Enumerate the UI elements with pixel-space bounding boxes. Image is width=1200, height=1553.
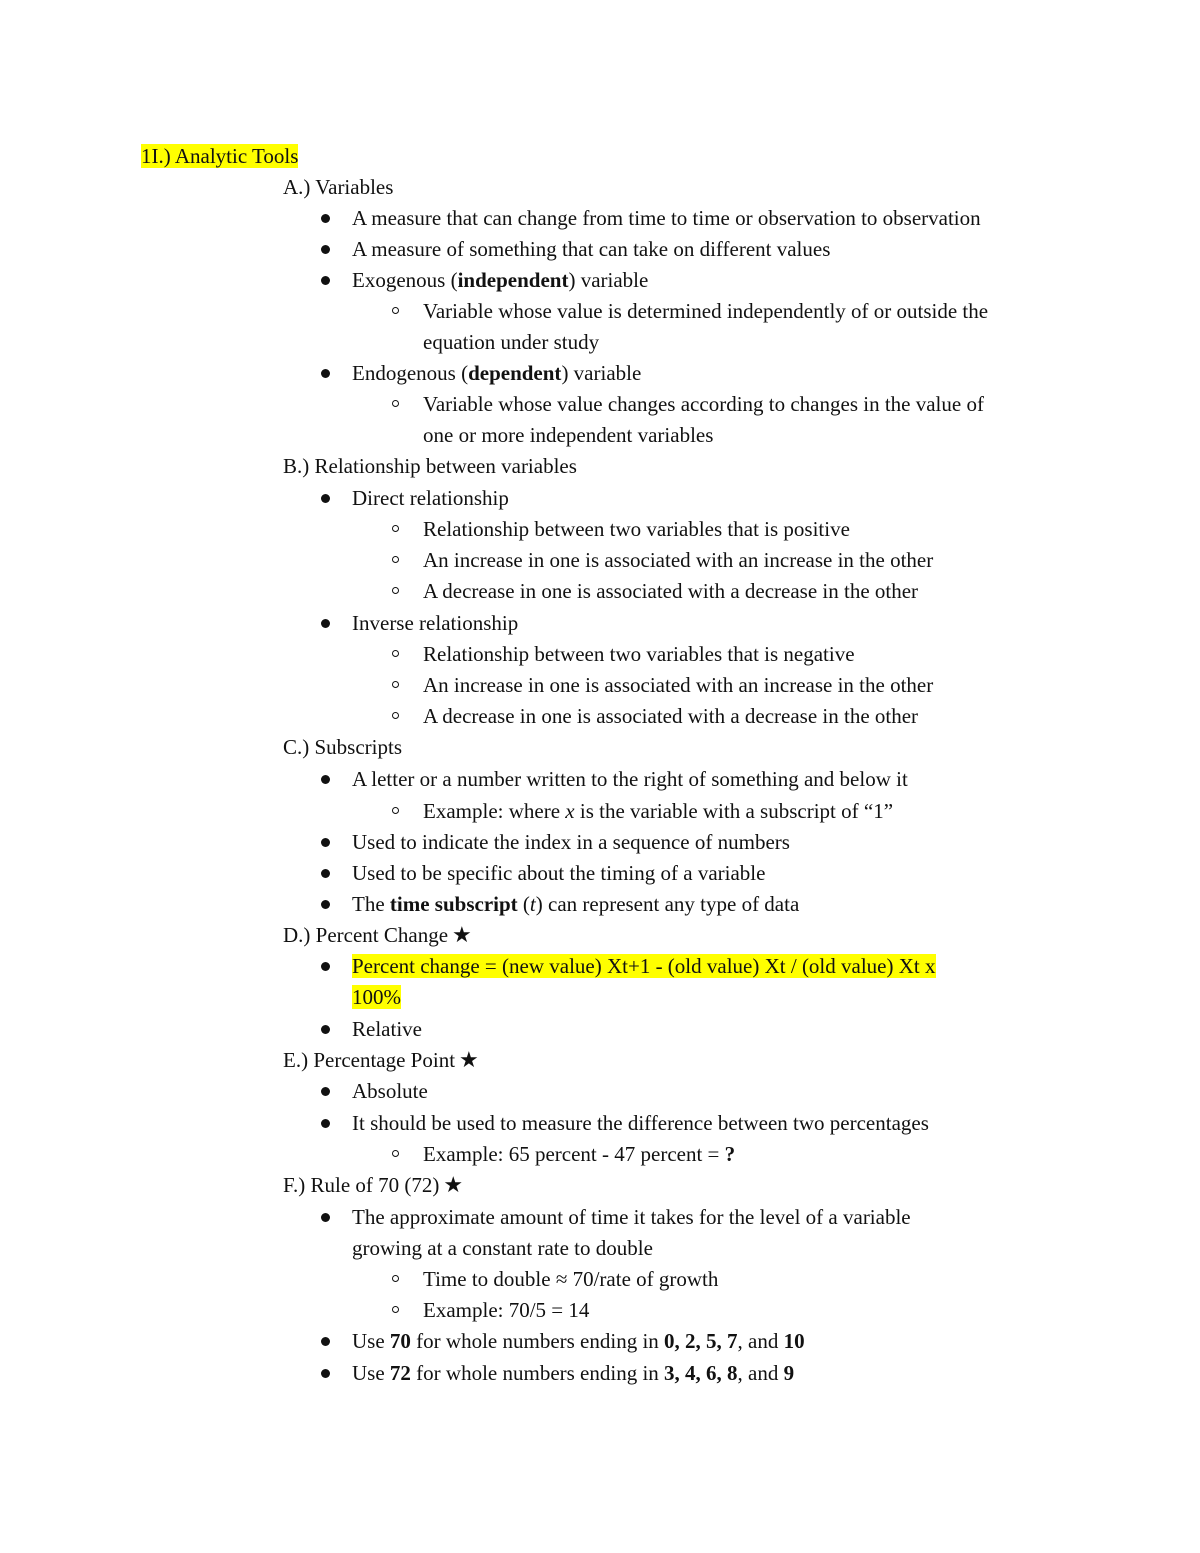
bullet-icon [321,962,330,971]
sub-list-item: A decrease in one is associated with a decrease in the other [423,704,919,728]
sub-bullet-icon [392,400,399,407]
sub-bullet-icon [392,650,399,657]
text-span: ( [517,892,530,916]
bold-term: 3 [664,1361,675,1385]
sub-list-item [423,798,893,824]
title-text: F.) Rule of 70 (72) [283,1173,440,1197]
section-heading-text: 1I.) Analytic Tools [141,144,299,168]
italic-variable: x [565,799,575,823]
text-span: Example: where [423,799,566,823]
list-item [352,360,641,386]
text-span: Example: 65 percent - 47 percent = [423,1142,725,1166]
sub-list-item: Example: 70/5 = 14 [423,1298,590,1322]
text-span: ) variable [568,268,649,292]
bullet-icon [321,775,330,784]
text-span: ) variable [561,361,642,385]
sub-list-item: A decrease in one is associated with a decrease in the other [423,579,919,603]
text-span: , and [737,1361,784,1385]
star-icon: ★ [452,923,472,948]
bold-term: 72 [389,1361,411,1385]
sub-list-item: An increase in one is associated with an increase in the other [423,548,934,572]
list-item: A measure of something that can take on different values [352,237,831,261]
sub-list-item: Variable whose value is determined independently of or outside the [423,299,989,323]
list-item: Absolute [352,1079,428,1103]
bold-term: 70 [389,1329,411,1353]
section-heading [141,143,298,169]
list-item: It should be used to measure the difference between two percentages [352,1111,929,1135]
list-item-highlighted-continued [352,984,401,1010]
bullet-icon [321,1369,330,1378]
title-text: E.) Percentage Point [283,1048,456,1072]
sub-list-item: Time to double ≈ 70/rate of growth [423,1267,719,1291]
bullet-icon [321,369,330,378]
bold-term: 7 [727,1329,738,1353]
bold-term: 8 [727,1361,738,1385]
subsection-b-title: B.) Relationship between variables [283,454,577,478]
list-item: Used to be specific about the timing of a variable [352,861,766,885]
text-span: for whole numbers ending in [410,1329,665,1353]
list-item [352,1360,794,1386]
list-item [352,1328,805,1354]
bullet-icon [321,838,330,847]
list-item: A measure that can change from time to time or observation to observation [352,206,981,230]
bold-term: , [716,1361,728,1385]
text-span: is the variable with a subscript of “1” [574,799,894,823]
bullet-icon [321,1213,330,1222]
bold-term: time subscript [389,892,518,916]
sub-bullet-icon [392,587,399,594]
subsection-a-title: A.) Variables [283,175,394,199]
italic-variable: t [529,892,536,916]
bold-term: 0 [664,1329,675,1353]
list-item [352,267,648,293]
bold-term: independent [457,268,569,292]
bullet-icon [321,1337,330,1346]
bold-term: 2 [685,1329,696,1353]
subsection-e-title [283,1047,479,1073]
bullet-icon [321,900,330,909]
sub-bullet-icon [392,1150,399,1157]
bullet-icon [321,1119,330,1128]
text-span: Use [352,1329,390,1353]
sub-list-item [423,1141,735,1167]
sub-bullet-icon [392,807,399,814]
list-item: Inverse relationship [352,611,519,635]
bold-term: dependent [468,361,562,385]
bold-term: , [674,1329,686,1353]
bold-term: 5 [706,1329,717,1353]
sub-bullet-icon [392,556,399,563]
star-icon: ★ [443,1173,464,1198]
list-item [352,891,799,917]
sub-bullet-icon [392,712,399,719]
bold-term: , [695,1329,707,1353]
bullet-icon [321,276,330,285]
title-text: D.) Percent Change [283,923,449,947]
text-span: The [352,892,390,916]
bullet-icon [321,869,330,878]
subsection-f-title [283,1172,463,1198]
sub-list-item: An increase in one is associated with an increase in the other [423,673,934,697]
bullet-icon [321,214,330,223]
subsection-d-title [283,922,472,948]
list-item: Used to indicate the index in a sequence of numbers [352,830,790,854]
list-item: Relative [352,1017,422,1041]
bullet-icon [321,619,330,628]
sub-bullet-icon [392,1275,399,1282]
sub-list-item: Variable whose value changes according to changes in the value of [423,392,984,416]
bullet-icon [321,494,330,503]
sub-bullet-icon [392,525,399,532]
text-span: ) can represent any type of data [535,892,800,916]
subsection-c-title: C.) Subscripts [283,735,403,759]
text-span: , and [737,1329,784,1353]
list-item-highlighted [352,953,936,979]
list-item: A letter or a number written to the right of something and below it [352,767,908,791]
bold-term: 4 [685,1361,696,1385]
bullet-icon [321,1087,330,1096]
bullet-icon [321,1025,330,1034]
bold-term: , [716,1329,728,1353]
list-item: The approximate amount of time it takes for the level of a variable [352,1205,911,1229]
bold-term: , [695,1361,707,1385]
text-span: Exogenous ( [352,268,458,292]
sub-list-item: Relationship between two variables that is negative [423,642,855,666]
bold-term: 6 [706,1361,717,1385]
sub-list-item-continued: one or more independent variables [423,423,714,447]
list-item: Direct relationship [352,486,509,510]
bold-term: 9 [783,1361,795,1385]
sub-list-item-continued: equation under study [423,330,600,354]
sub-bullet-icon [392,1306,399,1313]
highlighted-text: 100% [352,985,401,1009]
star-icon: ★ [459,1048,479,1073]
sub-bullet-icon [392,307,399,314]
bold-term: , [674,1361,686,1385]
text-span: Endogenous ( [352,361,469,385]
bold-term: 10 [783,1329,805,1353]
sub-list-item: Relationship between two variables that is positive [423,517,850,541]
bullet-icon [321,245,330,254]
list-item-continued: growing at a constant rate to double [352,1236,653,1260]
bold-term: ? [724,1142,736,1166]
text-span: Use [352,1361,390,1385]
highlighted-text: Percent change = (new value) Xt+1 - (old value) Xt / (old value) Xt x [352,954,936,978]
sub-bullet-icon [392,681,399,688]
text-span: for whole numbers ending in [410,1361,665,1385]
